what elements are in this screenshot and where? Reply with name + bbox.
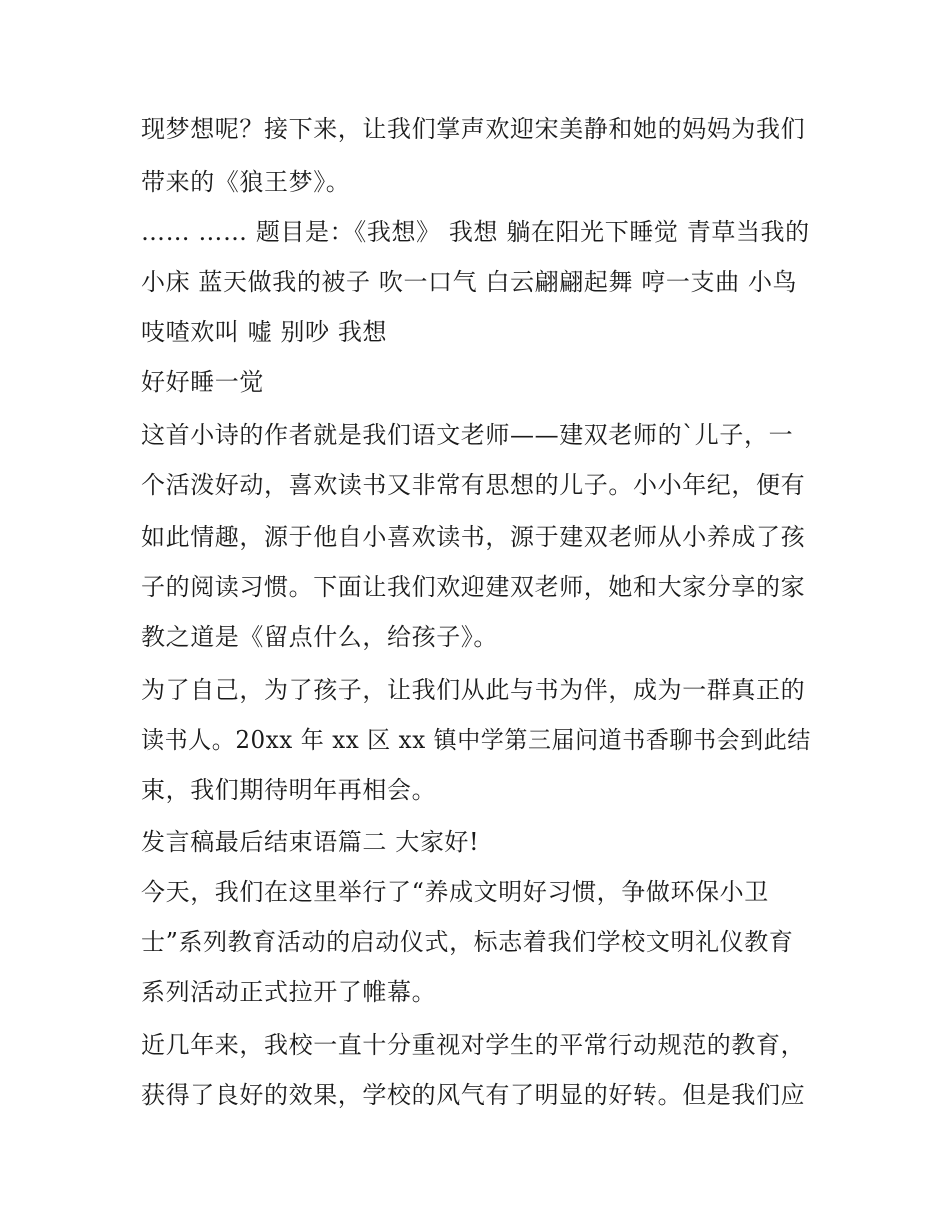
text-line: 今天，我们在这里举行了“养成文明好习惯，争做环保小卫 (141, 878, 769, 906)
text-line: 子的阅读习惯。下面让我们欢迎建双老师，她和大家分享的家 (141, 573, 806, 601)
text-line: 小床 蓝天做我的被子 吹一口气 白云翩翩起舞 哼一支曲 小鸟 (141, 268, 798, 296)
text-line: 现梦想呢？接下来，让我们掌声欢迎宋美静和她的妈妈为我们 (141, 115, 806, 143)
text-line: 发言稿最后结束语篇二 大家好! (141, 828, 480, 856)
text-line: 如此情趣，源于他自小喜欢读书，源于建双老师从小养成了孩 (141, 523, 806, 551)
text-line: 带来的《狼王梦》。 (141, 168, 351, 196)
text-line: 获得了良好的效果，学校的风气有了明显的好转。但是我们应 (141, 1081, 806, 1109)
text-line: 近几年来，我校一直十分重视对学生的平常行动规范的教育， (141, 1031, 806, 1059)
text-line: 这首小诗的作者就是我们语文老师——建双老师的`儿子，一 (141, 421, 794, 449)
text-line: 为了自己，为了孩子，让我们从此与书为伴，成为一群真正的 (141, 676, 806, 704)
text-line: 个活泼好动，喜欢读书又非常有思想的儿子。小小年纪，便有 (141, 471, 806, 499)
text-line: …… …… 题目是：《我想》 我想 躺在阳光下睡觉 青草当我的 (141, 218, 810, 246)
text-line: 好好睡一觉 (141, 368, 264, 396)
text-line: 士”系列教育活动的启动仪式，标志着我们学校文明礼仪教育 (141, 928, 794, 956)
text-line: 系列活动正式拉开了帷幕。 (141, 978, 437, 1006)
text-line: 读书人。20xx 年 xx 区 xx 镇中学第三届问道书香聊书会到此结 (141, 726, 811, 754)
text-line: 吱喳欢叫 嘘 别吵 我想 (141, 318, 388, 346)
text-line: 教之道是《留点什么，给孩子》。 (141, 623, 498, 651)
text-line: 束，我们期待明年再相会。 (141, 776, 437, 804)
